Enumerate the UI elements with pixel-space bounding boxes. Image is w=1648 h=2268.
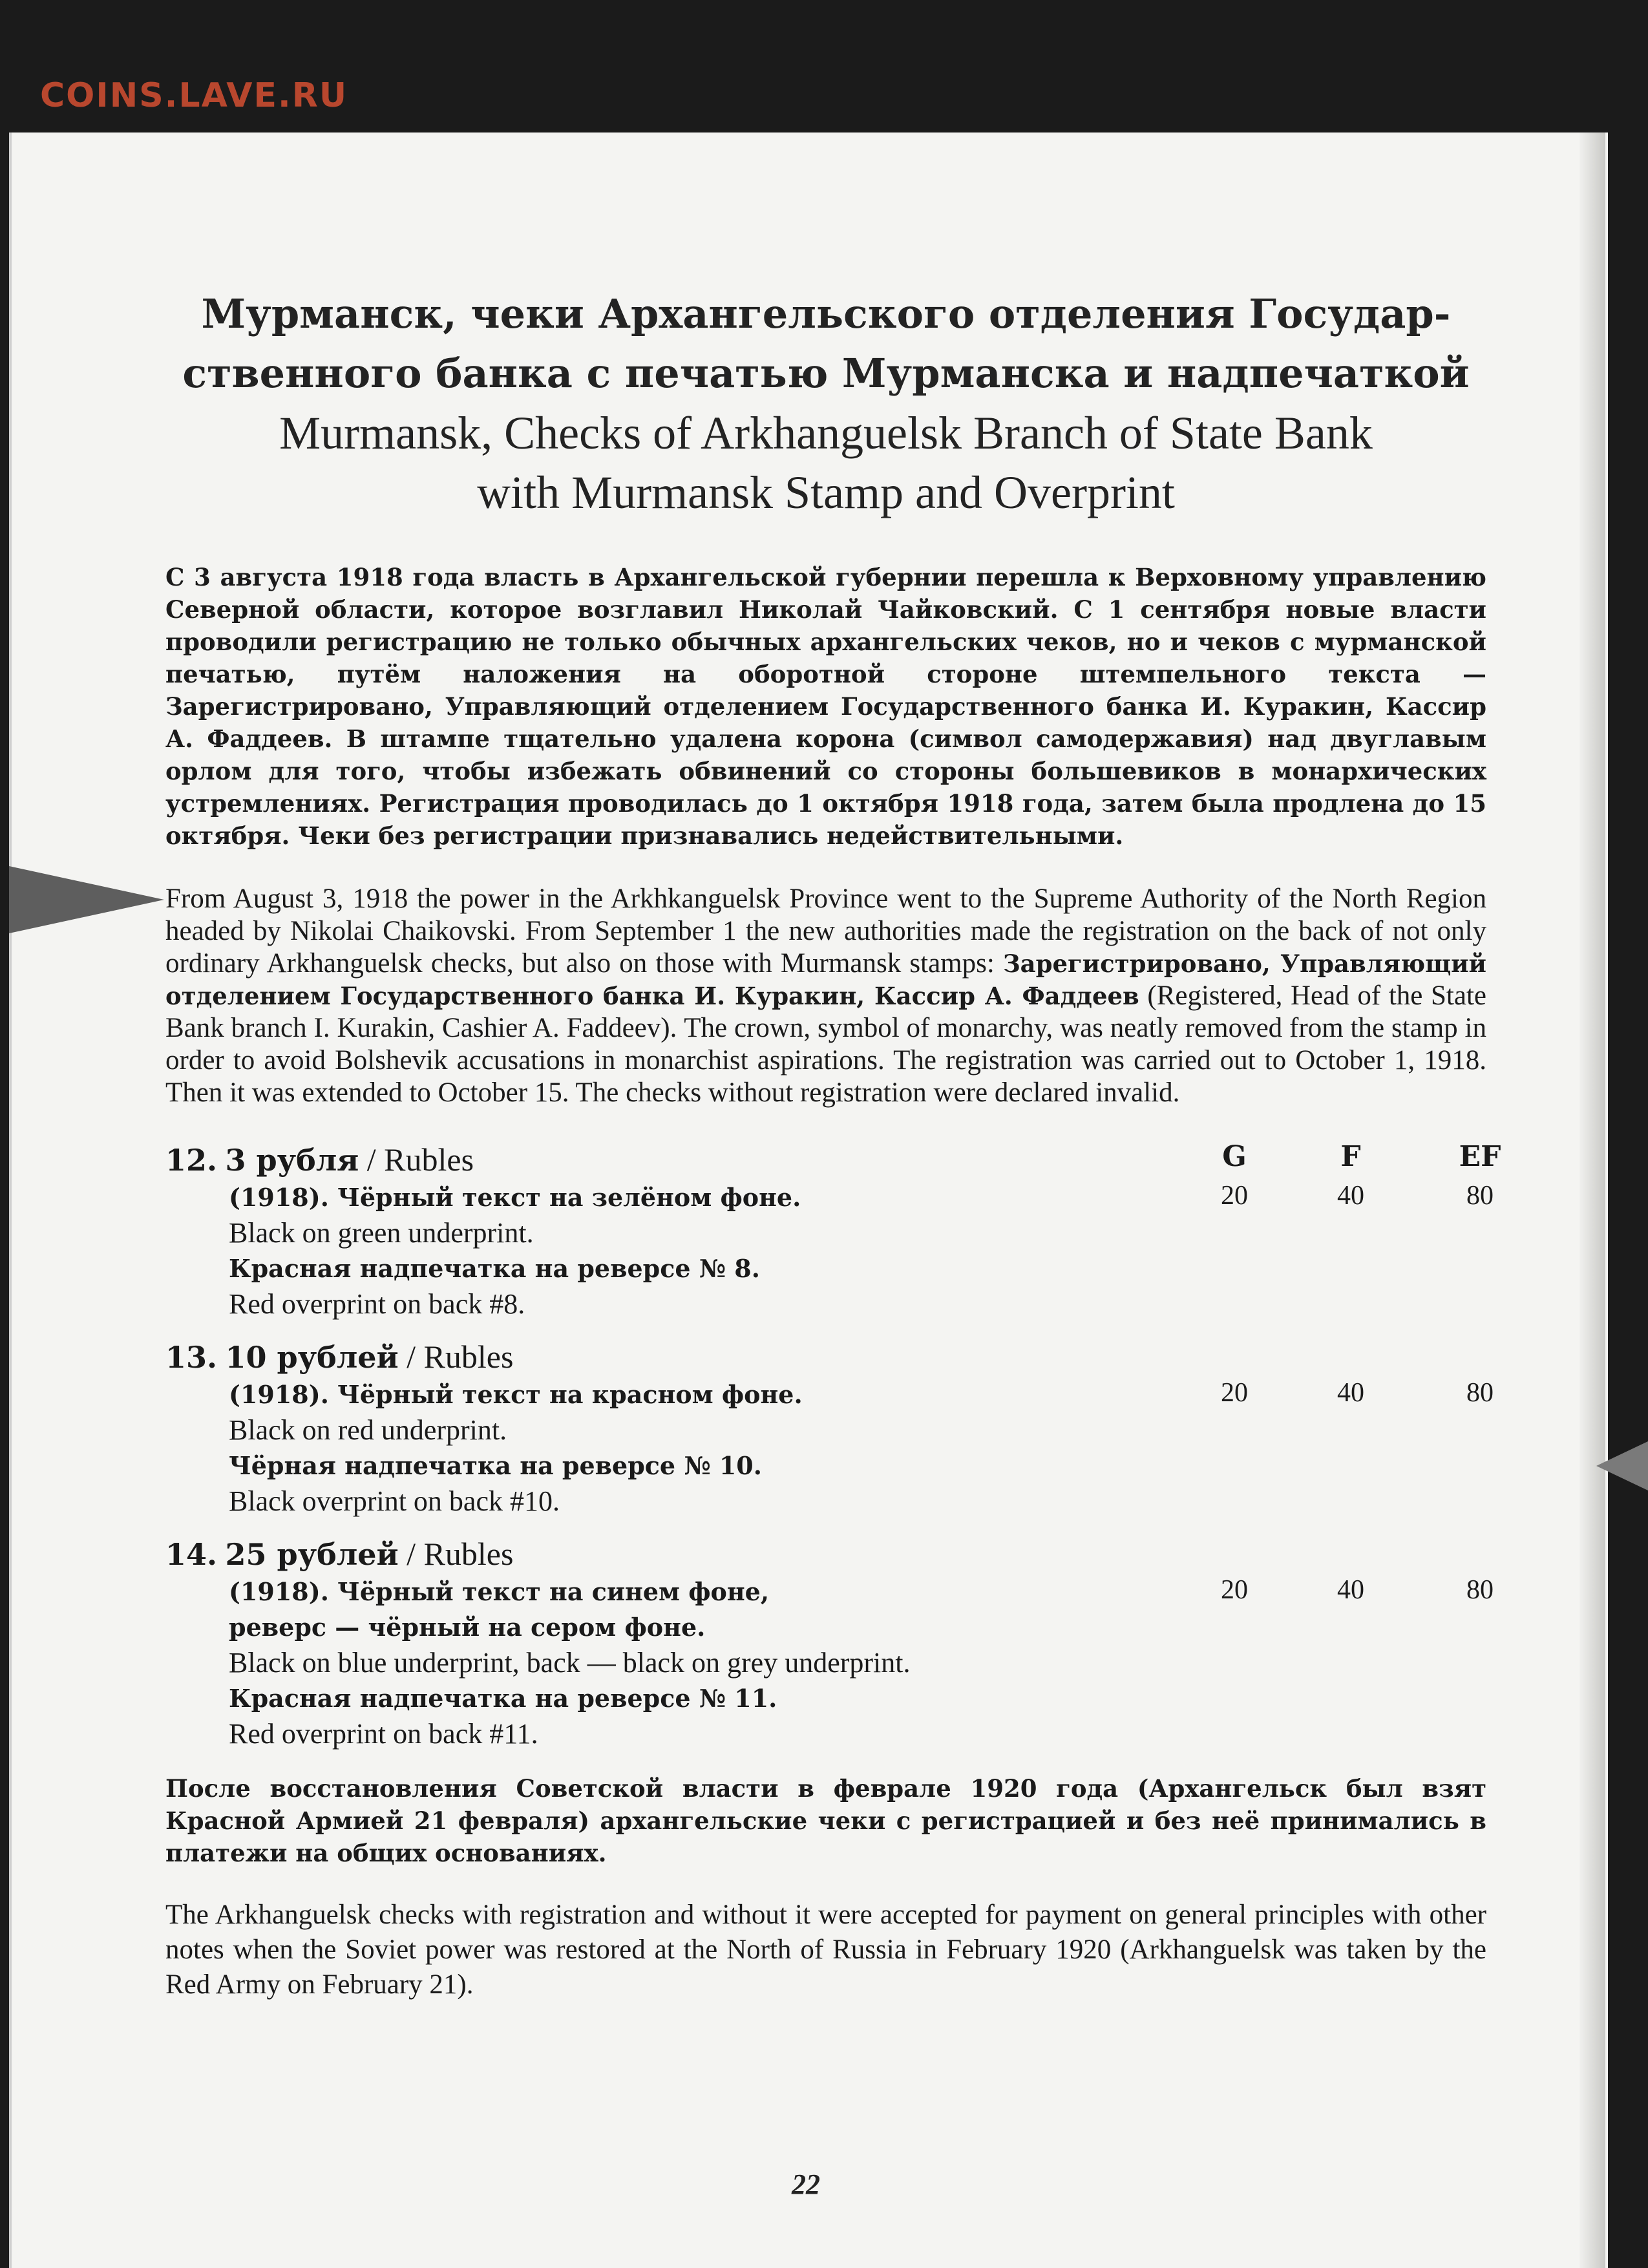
catalog-item [165, 1337, 1494, 1519]
right-arrow-marker [1596, 1441, 1648, 1490]
price-f: 40 [1337, 1378, 1364, 1408]
item-denomination-en: / Rubles [398, 1339, 514, 1375]
price-ef: 80 [1466, 1575, 1494, 1605]
item-description-line: (1918). Чёрный текст на красном фоне. [229, 1380, 803, 1409]
price-g: 20 [1221, 1181, 1248, 1211]
title-english [165, 403, 1486, 522]
price-g: 20 [1221, 1378, 1248, 1408]
item-description-line: Красная надпечатка на реверсе № 11. [229, 1684, 777, 1713]
item-number: 14. [165, 1537, 218, 1572]
item-description-line: Red overprint on back #11. [229, 1718, 538, 1750]
grade-header-g: G [1222, 1140, 1247, 1173]
item-description-line: Чёрная надпечатка на реверсе № 10. [229, 1451, 762, 1480]
item-description-line: реверс — чёрный на сером фоне. [229, 1613, 706, 1642]
price-f: 40 [1337, 1181, 1364, 1211]
catalog-item [165, 1534, 1494, 1752]
item-description-line: Black on blue underprint, back — black on grey underprint. [229, 1647, 911, 1679]
intro-en-part-1: From August 3, 1918 the power in the Arkhkanguelsk Province went to the Supreme Authority of the North Region headed by Nikolai Chaikovski. From September 1 the new authorities made the registration on the back of not only ordinary Arkhanguelsk checks, but also on those with Murmansk stamps: [165, 884, 1486, 979]
left-arrow-marker [9, 866, 164, 933]
intro-paragraph-english [165, 883, 1486, 1109]
intro-paragraph-russian: С 3 августа 1918 года власть в Архангельской губернии перешла к Верховному управлению Северной области, которое возглавил Николай Чайковский. С 1 сентября новые власти проводили регистрацию не только обычных архангельских чеков, но и чеков с мурманской печатью, путём наложения на оборотной стороне штемпельного текста — Зарегистрировано, Управляющий отделением Государственного банка И. Куракин, Кассир А. Фаддеев. В штампе тщательно удалена корона (символ самодержавия) над двуглавым орлом для того, чтобы избежать обвинений со стороны большевиков в монархических устремлениях. Регистрация проводилась до 1 октября 1918 года, затем была продлена до 15 октября. Чеки без регистрации признавались недействительными. [165, 563, 1486, 850]
page-content [165, 284, 1501, 2002]
title-russian [165, 284, 1486, 403]
item-description-line: Black overprint on back #10. [229, 1485, 560, 1517]
intro-en-stamp-text: Зарегистрировано, Управляющий отделением Государственного банка И. Куракин, Кассир А. Фаддеев [165, 949, 1486, 1010]
item-heading [165, 1140, 1486, 1180]
catalog-item [165, 1140, 1494, 1322]
title-en-line-2: with Murmansk Stamp and Overprint [477, 467, 1175, 518]
title-en-line-1: Murmansk, Checks of Arkhanguelsk Branch of State Bank [279, 407, 1373, 459]
item-description-line: Black on green underprint. [229, 1217, 534, 1249]
page-edge [1579, 132, 1605, 2268]
item-heading [165, 1534, 1486, 1574]
catalog-items [165, 1140, 1501, 1752]
site-watermark: COINS.LAVE.RU [40, 76, 348, 115]
outro-paragraph-russian: После восстановления Советской власти в феврале 1920 года (Архангельск был взят Красной Армией 21 февраля) архангельские чеки с регистрацией и без неё принимались в платежи на общих основаниях. [165, 1774, 1486, 1867]
item-description-line: (1918). Чёрный текст на синем фоне, [229, 1577, 770, 1606]
price-f: 40 [1337, 1575, 1364, 1605]
outro-paragraph-english: The Arkhanguelsk checks with registration and without it were accepted for payment on general principles with other notes when the Soviet power was restored at the North of Russia in February 1920 (Arkhanguelsk was taken by the Red Army on February 21). [165, 1900, 1486, 2000]
item-denomination-ru: 10 рублей [225, 1340, 399, 1375]
grade-header-f: F [1340, 1140, 1361, 1173]
item-description-line: Красная надпечатка на реверсе № 8. [229, 1254, 760, 1283]
title-ru-line-1: Мурманск, чеки Архангельского отделения Государ- [201, 290, 1451, 337]
item-description-line: (1918). Чёрный текст на зелёном фоне. [229, 1183, 801, 1212]
item-description-line: Black on red underprint. [229, 1414, 507, 1446]
item-denomination-en: / Rubles [359, 1141, 474, 1178]
item-denomination-ru: 25 рублей [225, 1537, 399, 1572]
item-denomination-ru: 3 рубля [225, 1143, 359, 1178]
price-ef: 80 [1466, 1181, 1494, 1211]
price-g: 20 [1221, 1575, 1248, 1605]
grade-header-ef: EF [1459, 1140, 1501, 1173]
item-denomination-en: / Rubles [398, 1536, 514, 1572]
intro-en-part-2: (Registered, Head of the State Bank branch I. Kurakin, Cashier A. Faddeev). The crown, symbol of monarchy, was neatly removed from the stamp in order to avoid Bolshevik accusations in monarchist aspirations. The registration was carried out to October 1, 1918. Then it was extended to October 15. The checks without registration were declared invalid. [165, 980, 1486, 1108]
price-ef: 80 [1466, 1378, 1494, 1408]
item-description-line: Red overprint on back #8. [229, 1288, 525, 1320]
page-number: 22 [792, 2168, 820, 2200]
item-number: 13. [165, 1340, 218, 1375]
title-ru-line-2: ственного банка с печатью Мурманска и надпечаткой [182, 350, 1470, 397]
item-heading [165, 1337, 1486, 1377]
item-number: 12. [165, 1143, 218, 1178]
